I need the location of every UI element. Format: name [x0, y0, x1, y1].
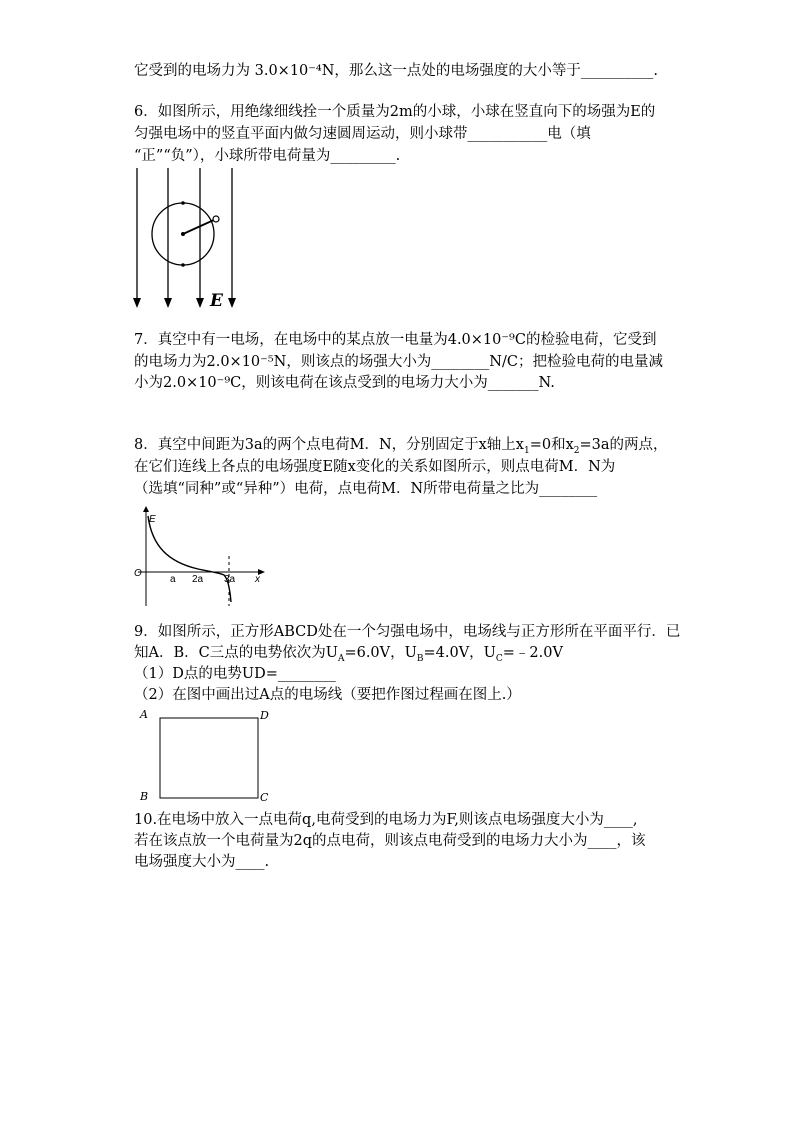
axis-label-e: E [149, 514, 156, 525]
tick-label-3a: 3a [224, 574, 236, 585]
q9-square-diagram [134, 706, 274, 806]
y-axis-arrow [143, 506, 149, 512]
ball [213, 216, 219, 222]
q8-line-2: 在它们连线上各点的电场强度E随x变化的关系如图所示，则点电荷M．N为 [134, 459, 616, 475]
arrow-head-1 [133, 298, 141, 308]
q9-line-3: （1）D点的电势UD=________ [134, 666, 336, 682]
q6-line-3: “正”“负”），小球所带电荷量为_________. [134, 148, 401, 164]
center-dot [181, 232, 185, 236]
q6-line-1: 6．如图所示，用绝缘细线拴一个质量为2m的小球，小球在竖直向下的场强为E的 [134, 104, 656, 120]
e-curve [148, 516, 231, 602]
q7-line-3: 小为2.0×10⁻⁹C，则该电荷在该点受到的电场力大小为_______N. [134, 375, 555, 391]
q9-line-2: 知A．B．C三点的电势依次为$U_A=6.0V$，$U_B=4.0V$，$U_C=﹣2.0V$ [134, 645, 563, 664]
vertex-label-a: A [140, 708, 148, 721]
q9-line-1: 9．如图所示，正方形ABCD处在一个匀强电场中，电场线与正方形所在平面平行．已 [134, 624, 681, 640]
field-label-e: E [210, 291, 223, 311]
arrow-head-4 [228, 298, 236, 308]
tick-label-a: a [170, 574, 176, 585]
arrow-head-2 [164, 298, 172, 308]
vertex-label-b: B [140, 790, 149, 803]
vertex-label-d: D [260, 709, 269, 722]
q6-line-2: 匀强电场中的竖直平面内做匀速圆周运动，则小球带___________电（填 [134, 126, 591, 142]
square-abcd [160, 718, 258, 798]
q5-line-1: 它受到的电场力为 3.0×10⁻⁴N，那么这一点处的电场强度的大小等于__________. [134, 63, 659, 79]
top-dot [181, 201, 185, 205]
q8-e-x-graph [128, 506, 268, 612]
q9-line-4: （2）在图中画出过A点的电场线（要把作图过程画在图上.） [134, 687, 521, 703]
tick-label-2a: 2a [192, 574, 204, 585]
bottom-dot [181, 263, 185, 267]
q10-line-2: 若在该点放一个电荷量为2q的点电荷，则该点电荷受到的电场力大小为____，该 [134, 833, 646, 849]
q7-line-2: 的电场力为2.0×10⁻⁵N，则该点的场强大小为________N/C；把检验电荷的电量减 [134, 354, 663, 370]
vertex-label-c: C [260, 791, 269, 804]
q8-line-3: （选填“同种”或“异种”）电荷，点电荷M．N所带电荷量之比为________ [134, 481, 598, 497]
q8-line-1: 8．真空中间距为3a的两个点电荷M．N，分别固定于x轴上$x_1=0$和$x_2=3a$的两点， [134, 437, 668, 456]
q6-field-diagram [125, 166, 245, 312]
axis-label-x: x [255, 574, 260, 585]
q7-line-1: 7．真空中有一电场，在电场中的某点放一电量为4.0×10⁻⁹C的检验电荷，它受到 [134, 332, 657, 348]
arrow-head-3 [196, 298, 204, 308]
q10-line-1: 10.在电场中放入一点电荷q,电荷受到的电场力为F,则该点电场强度大小为____, [134, 812, 638, 828]
q10-line-3: 电场强度大小为____. [134, 854, 270, 870]
origin-label: O [134, 568, 142, 579]
